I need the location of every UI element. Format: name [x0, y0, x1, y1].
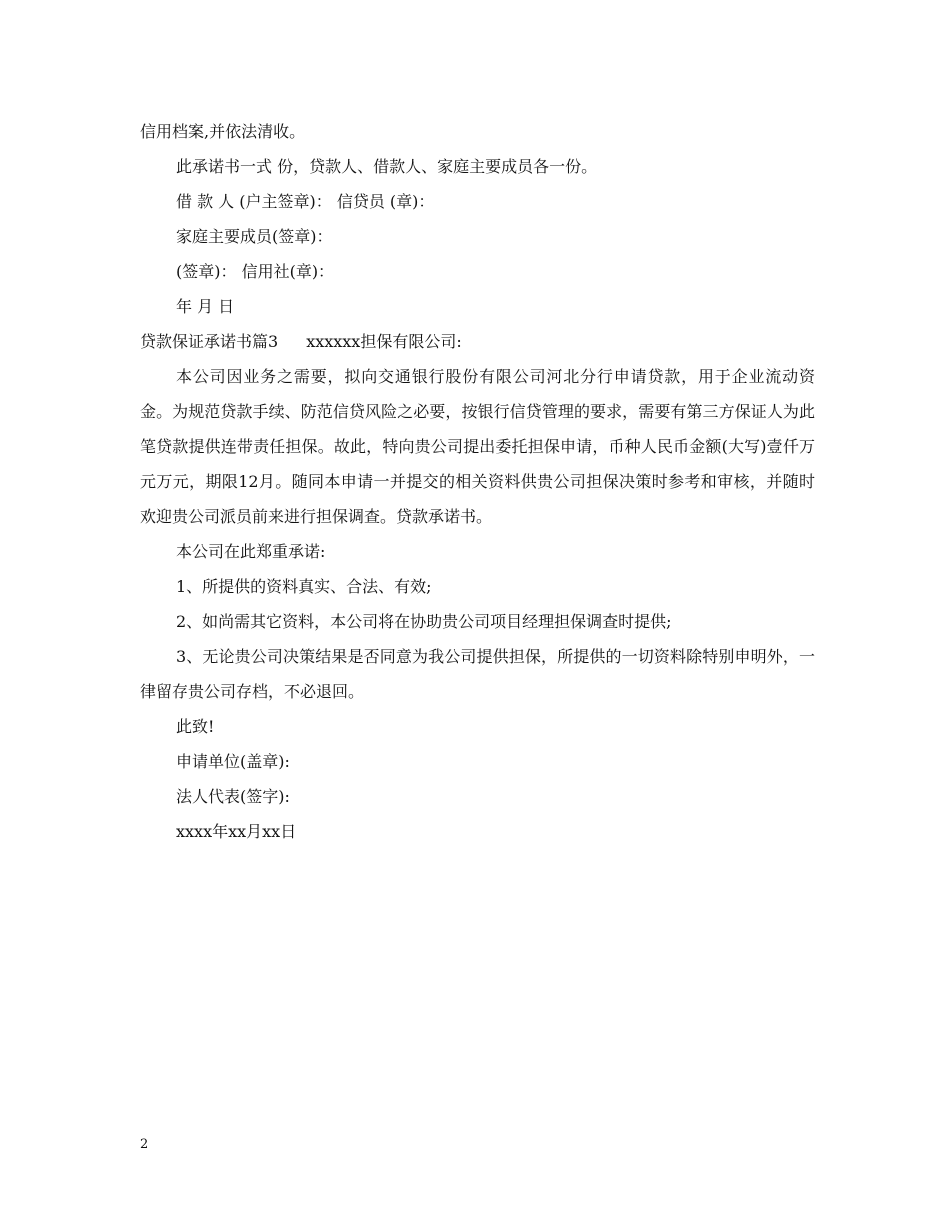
commitment-item-2: 2、如尚需其它资料，本公司将在协助贵公司项目经理担保调查时提供; [176, 612, 672, 631]
family-member-signature-line: 家庭主要成员(签章)： [176, 227, 333, 246]
date-line-blank: 年 月 日 [176, 297, 235, 316]
document-body [140, 114, 815, 849]
page-number: 2 [140, 1137, 149, 1152]
credit-union-signature-line: (签章)： 信用社(章)： [176, 262, 335, 281]
commitment-item-1: 1、所提供的资料真实、合法、有效; [176, 577, 432, 596]
text-line-copies: 此承诺书一式 份，贷款人、借款人、家庭主要成员各一份。 [176, 157, 598, 176]
commitment-intro: 本公司在此郑重承诺: [176, 542, 326, 561]
section-title: 贷款保证承诺书篇3 [140, 332, 279, 351]
legal-rep-signature-line: 法人代表(签字): [176, 787, 290, 806]
section-heading [140, 324, 815, 359]
closing-salutation: 此致! [176, 717, 215, 736]
commitment-item-3: 3、无论贵公司决策结果是否同意为我公司提供担保，所提供的一切资料除特别申明外，一律留存贵公司存档，不必退回。 [140, 647, 815, 701]
applicant-stamp-line: 申请单位(盖章): [176, 752, 290, 771]
borrower-signature-line: 借 款 人 (户主签章)： 信贷员 (章)： [176, 192, 435, 211]
document-date: xxxx年xx月xx日 [176, 822, 297, 841]
text-line-archive: 信用档案,并依法清收。 [140, 122, 306, 141]
main-paragraph: 本公司因业务之需要，拟向交通银行股份有限公司河北分行申请贷款，用于企业流动资金。为规范贷款手续、防范信贷风险之必要，按银行信贷管理的要求，需要有第三方保证人为此笔贷款提供连带责任担保。故此，特向贵公司提出委托担保申请，币种人民币金额(大写)壹仟万元万元，期限12月。随同本申请一并提交的相关资料供贵公司担保决策时参考和审核，并随时欢迎贵公司派员前来进行担保调查。贷款承诺书。 [140, 367, 815, 526]
addressee: xxxxxx担保有限公司: [306, 332, 462, 351]
